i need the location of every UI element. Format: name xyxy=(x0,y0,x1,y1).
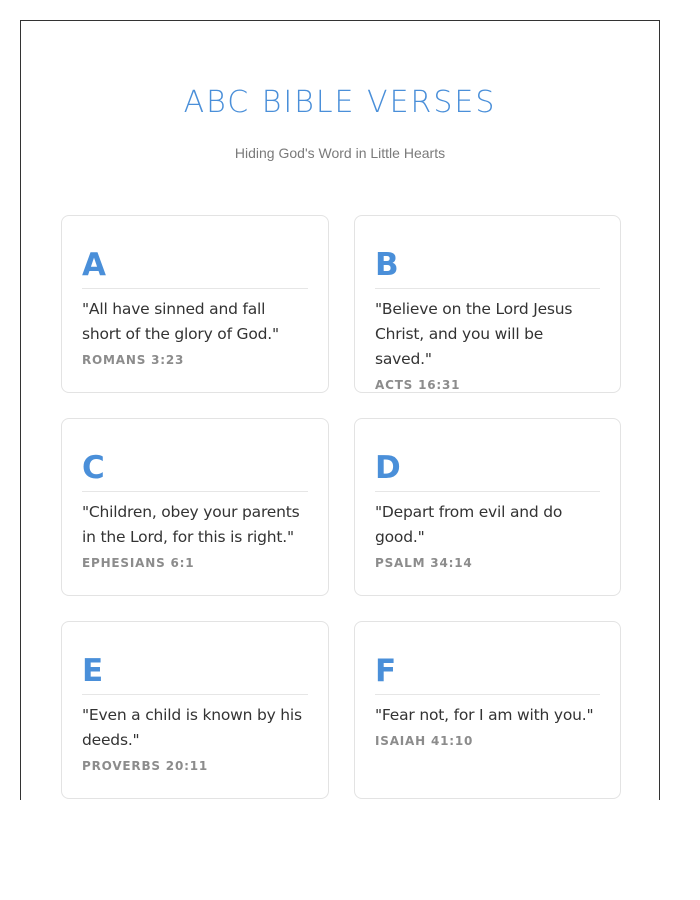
card-reference: PROVERBS 20:11 xyxy=(82,759,209,773)
card-letter: E xyxy=(82,652,308,695)
verse-card-b xyxy=(354,215,621,393)
verse-card-c xyxy=(61,418,329,596)
card-letter: A xyxy=(82,246,308,289)
document-page xyxy=(20,20,660,800)
page-subtitle: Hiding God's Word in Little Hearts xyxy=(234,145,446,161)
verse-card-d xyxy=(354,418,621,596)
card-verse: "Even a child is known by his deeds." xyxy=(82,706,302,749)
card-reference: EPHESIANS 6:1 xyxy=(82,556,195,570)
card-letter: C xyxy=(82,449,308,492)
page-title: ABC BIBLE VERSES xyxy=(183,85,497,120)
card-reference: ACTS 16:31 xyxy=(375,378,461,392)
card-verse: "Believe on the Lord Jesus Christ, and you will be saved." xyxy=(375,300,573,368)
verse-grid xyxy=(61,215,621,799)
verse-card-f xyxy=(354,621,621,799)
card-reference: ROMANS 3:23 xyxy=(82,353,185,367)
card-verse: "Fear not, for I am with you." xyxy=(375,706,594,724)
card-verse: "Depart from evil and do good." xyxy=(375,503,563,546)
verse-card-a xyxy=(61,215,329,393)
card-reference: ISAIAH 41:10 xyxy=(375,734,474,748)
verse-card-e xyxy=(61,621,329,799)
card-letter: D xyxy=(375,449,600,492)
card-reference: PSALM 34:14 xyxy=(375,556,473,570)
card-verse: "Children, obey your parents in the Lord, for this is right." xyxy=(82,503,300,546)
card-letter: B xyxy=(375,246,600,289)
card-verse: "All have sinned and fall short of the glory of God." xyxy=(82,300,279,343)
card-letter: F xyxy=(375,652,600,695)
